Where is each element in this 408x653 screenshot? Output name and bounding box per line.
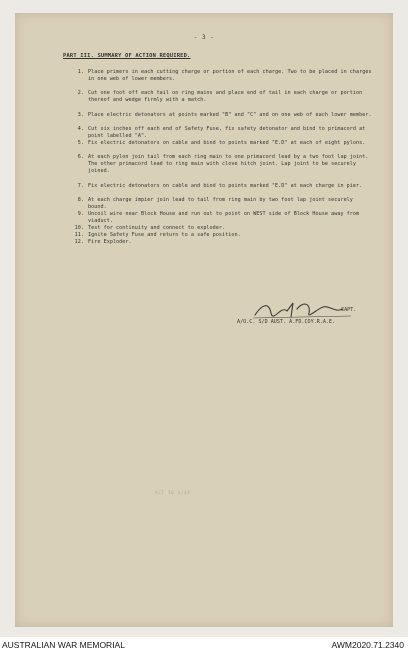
step-number: 5.: [77, 139, 84, 146]
action-step: [77, 154, 374, 182]
action-step: [77, 139, 374, 154]
step-number: 2.: [77, 90, 84, 97]
step-number: 12.: [74, 239, 84, 246]
signature-block: [237, 299, 387, 339]
step-number: 11.: [74, 232, 84, 239]
signature-rank: CAPT.: [341, 307, 357, 313]
step-text: Fire Exploder.: [88, 239, 132, 246]
step-number: 8.: [77, 196, 84, 203]
step-text: At each pylon join tail from each ring main to one primacord lead by a two foot lap joint. The other primacord lead to ring main with clove hitch joint. Lap joint to be securely joined.: [88, 154, 369, 175]
accession-number: AWM2020.71.2340: [331, 640, 404, 650]
step-number: 6.: [77, 154, 84, 161]
step-text: Fix electric detonators on cable and bind to points marked "E.D" at each charge in pier.: [88, 182, 363, 189]
step-text: At each charge impier join lead to tail from ring main by two foot lap joint securely bound.: [88, 196, 353, 210]
step-number: 4.: [77, 125, 84, 132]
page-number: - 3 -: [193, 34, 215, 41]
step-text: Fix electric detonators on cable and bind to points marked "E.D" at each of eight pylons.: [88, 139, 366, 146]
faint-pencil-mark: ACT 10 3/44: [155, 491, 191, 496]
step-text: Place primers in each cutting charge or portion of each charge. Two to be placed in charges in one web of lower members.: [88, 69, 372, 83]
section-heading: PART III. SUMMARY OF ACTION REQUIRED.: [63, 53, 191, 59]
action-step: [77, 90, 374, 111]
step-number: 9.: [77, 210, 84, 217]
step-text: Cut six inches off each end of Safety Fuse, fix safety detonator and bind to primacord at point labelled "A".: [88, 125, 366, 139]
step-text: Place electric detonators at points marked "B" and "C" and on one web of each lower member.: [88, 111, 372, 118]
action-step: [77, 182, 374, 197]
action-step: [77, 210, 374, 225]
action-steps-list: [74, 69, 374, 246]
action-step: [77, 196, 374, 211]
step-number: 1.: [77, 69, 84, 75]
action-step: [77, 69, 374, 90]
caption-bar: [0, 640, 408, 653]
step-text: Ignite Safety Fuse and return to a safe position.: [88, 232, 241, 239]
signature-unit: A/O.C. S/D AUST. A.FD.COY.R.A.E.: [237, 319, 336, 325]
document-page: [15, 13, 393, 627]
institution-label: AUSTRALIAN WAR MEMORIAL: [2, 640, 125, 650]
step-number: 7.: [77, 182, 84, 189]
action-step: [77, 111, 374, 126]
action-step: [74, 232, 374, 239]
step-text: Uncoil wire near Block House and run out to point on WEST side of Block House away from viaduct.: [88, 210, 360, 225]
step-text: Test for continuity and connect to exploder.: [88, 225, 226, 232]
action-step: [74, 239, 374, 246]
action-step: [77, 125, 374, 140]
step-number: 3.: [77, 111, 84, 118]
step-number: 10.: [74, 225, 84, 232]
action-step: [74, 225, 374, 232]
step-text: Cut one foot off each tail on ring mains and place end of tail in each charge or portion thereof and wedge firmly with a match.: [88, 90, 363, 104]
